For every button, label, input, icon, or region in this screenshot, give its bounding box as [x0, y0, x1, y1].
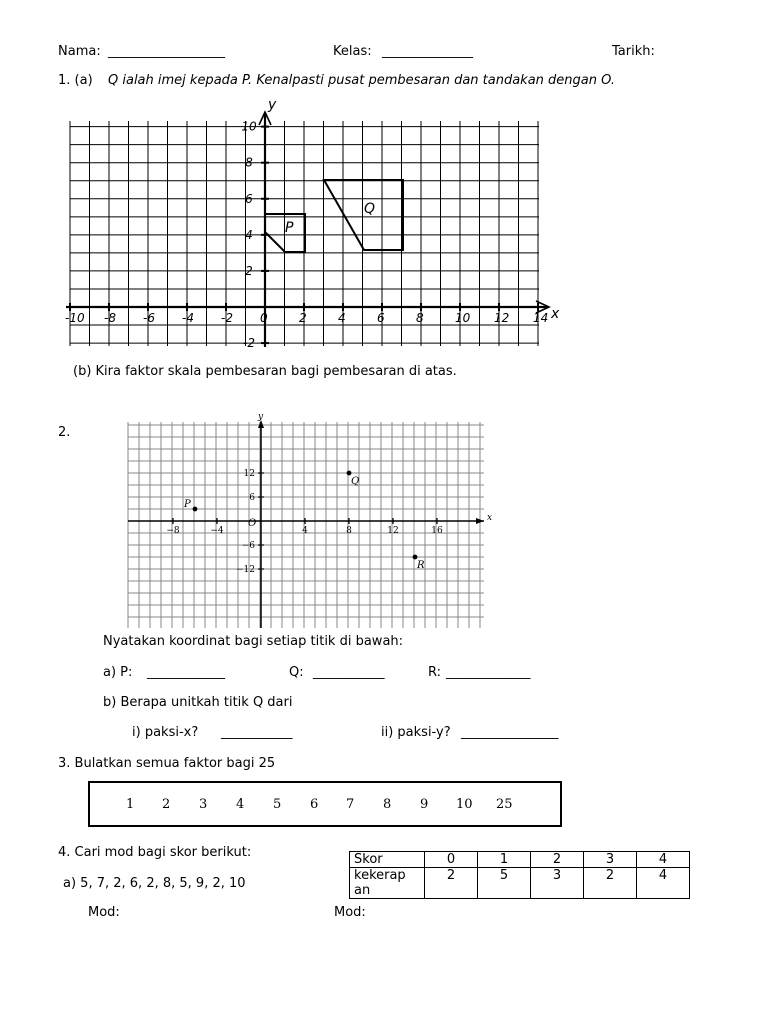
q1-x-tick-label: 4 [338, 311, 346, 325]
q4-text: 4. Cari mod bagi skor berikut: [58, 845, 252, 860]
table-cell: 4 [637, 852, 690, 868]
kekerapan-line1: kekerap [354, 868, 406, 883]
q3-number[interactable]: 5 [273, 797, 282, 812]
q2-graph [0, 410, 768, 650]
q2-x-tick-label: 4 [302, 526, 308, 536]
q3-number-box [88, 781, 562, 827]
q4-part-a: a) 5, 7, 2, 6, 2, 8, 5, 9, 2, 10 [63, 876, 246, 891]
q1-x-tick-label: 6 [377, 311, 385, 325]
q3-number[interactable]: 9 [420, 797, 429, 812]
table-cell: 4 [637, 868, 690, 899]
point-p [193, 507, 198, 512]
q1-x-tick-label: 10 [455, 311, 471, 325]
table-header-skor: Skor [350, 852, 425, 868]
q1-y-tick-label: -2 [243, 336, 255, 351]
shape-p-label: P [285, 220, 294, 236]
q3-number[interactable]: 3 [199, 797, 208, 812]
nama-blank[interactable]: __________________ [108, 44, 225, 59]
table-cell: 2 [531, 852, 584, 868]
q2-x-tick-label: −4 [210, 526, 224, 536]
q1-x-tick-label: -2 [221, 311, 233, 325]
q3-number[interactable]: 4 [236, 797, 245, 812]
q2-x-tick-label: −8 [166, 526, 180, 536]
q1-text-b: (b) Kira faktor skala pembesaran bagi pembesaran di atas. [73, 364, 457, 379]
q1-x-tick-label: 12 [494, 311, 510, 325]
q1-x-tick-label: 14 [533, 311, 549, 325]
q2-x-tick-label: 12 [387, 526, 399, 536]
q3-number[interactable]: 10 [456, 797, 473, 812]
q2-b-i-blank[interactable]: ___________ [221, 725, 293, 740]
q1-x-tick-label: -8 [104, 311, 116, 325]
q1-x-tick-label: -10 [65, 311, 85, 325]
q1-y-tick-label: 10 [241, 119, 257, 134]
q1-text-a: Q ialah imej kepada P. Kenalpasti pusat pembesaran dan tandakan dengan O. [108, 73, 615, 88]
point-label-p: P [184, 499, 191, 510]
table-row [350, 868, 690, 899]
q2-y-tick-label: 6 [249, 493, 255, 503]
q1-x-tick-label: -4 [182, 311, 194, 325]
q2-a-p-blank[interactable]: ____________ [147, 665, 225, 680]
q1-y-tick-label: 2 [245, 263, 253, 278]
q3-number[interactable]: 25 [496, 797, 513, 812]
shape-q-label: Q [364, 201, 376, 217]
tarikh-label: Tarikh: [612, 44, 655, 59]
q2-b-ii-blank[interactable]: _______________ [461, 725, 559, 740]
q2-y-axis-label: y [258, 412, 264, 422]
q1-graph [0, 0, 768, 360]
kelas-blank[interactable]: ______________ [382, 44, 473, 59]
q3-number[interactable]: 2 [162, 797, 171, 812]
q2-instruction: Nyatakan koordinat bagi setiap titik di bawah: [103, 634, 404, 649]
q2-a-r-blank[interactable]: _____________ [446, 665, 531, 680]
q3-number[interactable]: 1 [126, 797, 135, 812]
table-cell: 5 [478, 868, 531, 899]
q3-number[interactable]: 6 [310, 797, 319, 812]
q1-x-tick-label: 8 [416, 311, 424, 325]
table-cell: 2 [425, 868, 478, 899]
point-label-q: Q [351, 476, 360, 487]
q2-number: 2. [58, 425, 71, 440]
table-row [350, 852, 690, 868]
nama-label: Nama: [58, 44, 101, 59]
point-q [347, 471, 352, 476]
q2-x-tick-label: 8 [346, 526, 352, 536]
q1-y-tick-label: 4 [245, 227, 253, 242]
q2-y-tick-label: −12 [236, 565, 255, 575]
q3-text: 3. Bulatkan semua faktor bagi 25 [58, 756, 276, 771]
q2-a-p-label: a) P: [103, 665, 133, 680]
q1-number: 1. (a) [58, 73, 93, 88]
point-r [413, 555, 418, 560]
q1-x-tick-label: -6 [143, 311, 155, 325]
q1-x-axis-label: x [551, 306, 560, 322]
q1-y-axis-label: y [268, 97, 277, 113]
table-cell: 3 [531, 868, 584, 899]
q2-x-axis-label: x [487, 513, 493, 523]
table-cell: 1 [478, 852, 531, 868]
kelas-label: Kelas: [333, 44, 372, 59]
q2-a-r-label: R: [428, 665, 442, 680]
table-cell: 3 [584, 852, 637, 868]
q2-grid [128, 422, 484, 628]
q2-a-q-label: Q: [289, 665, 304, 680]
q4-mod-right: Mod: [334, 905, 366, 920]
kekerapan-line2: an [354, 883, 371, 898]
q4-mod-left: Mod: [88, 905, 120, 920]
q1-x-tick-label: 0 [260, 311, 268, 325]
q2-b-i-label: i) paksi-x? [132, 725, 199, 740]
q3-number[interactable]: 7 [346, 797, 355, 812]
table-cell: 2 [584, 868, 637, 899]
q2-b-label: b) Berapa unitkah titik Q dari [103, 695, 293, 710]
q1-y-tick-label: 8 [245, 155, 253, 170]
q1-y-tick-label: 6 [245, 191, 253, 206]
q2-y-tick-label: 12 [243, 469, 255, 479]
point-label-r: R [417, 560, 425, 571]
q2-b-ii-label: ii) paksi-y? [381, 725, 451, 740]
table-cell: 0 [425, 852, 478, 868]
q2-origin-label: O [248, 518, 257, 529]
table-header-kekerapan [350, 868, 425, 899]
q1-x-tick-label: 2 [299, 311, 307, 325]
q3-number[interactable]: 8 [383, 797, 392, 812]
q2-y-tick-label: −6 [241, 541, 255, 551]
q2-x-tick-label: 16 [431, 526, 443, 536]
q2-a-q-blank[interactable]: ___________ [313, 665, 385, 680]
frequency-table [349, 851, 690, 899]
